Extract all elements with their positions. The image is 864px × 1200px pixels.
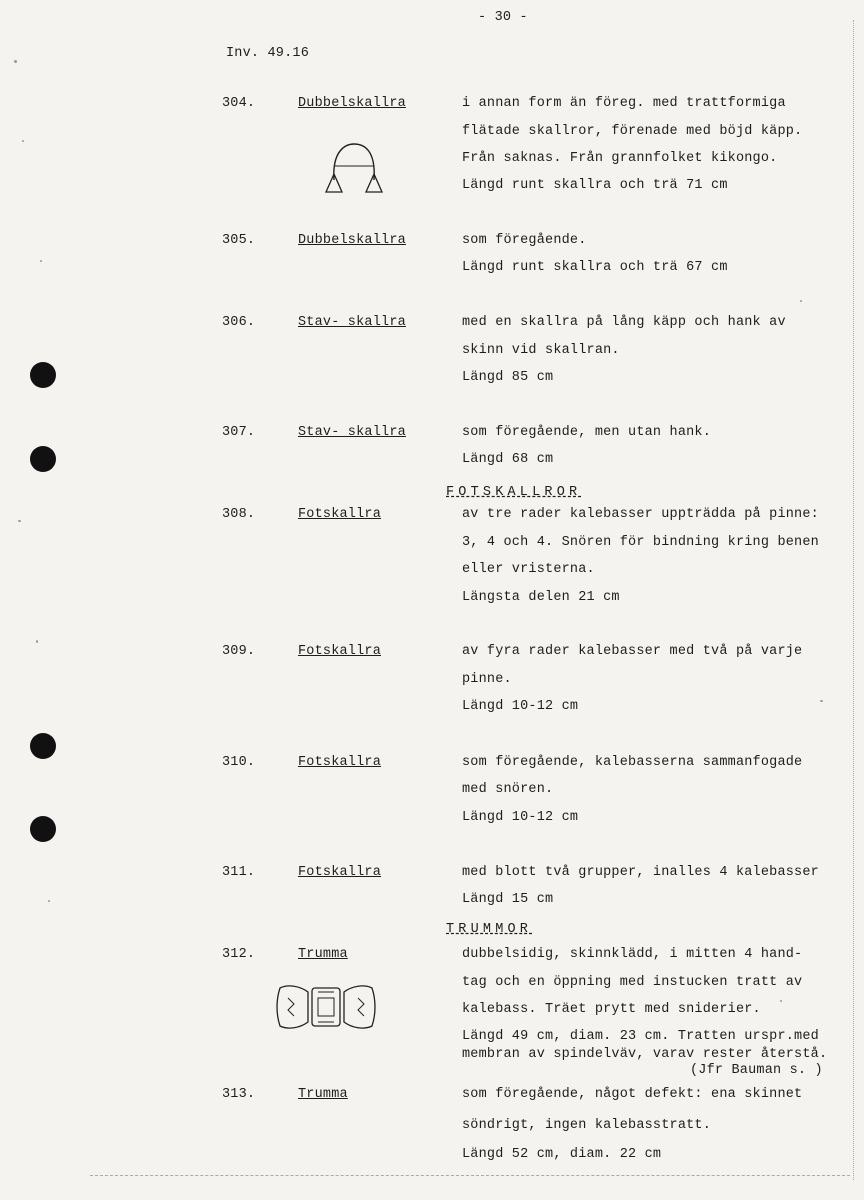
entry-line: i annan form än föreg. med trattformiga	[462, 96, 786, 111]
entry-line: med blott två grupper, inalles 4 kalebasser	[462, 865, 819, 880]
entry-number: 306.	[222, 315, 256, 330]
punch-hole	[30, 816, 56, 842]
entry-number: 313.	[222, 1087, 256, 1102]
scan-speck	[48, 900, 50, 902]
entry-line: Längd 10-12 cm	[462, 699, 579, 714]
scan-speck	[36, 640, 38, 643]
page-number: - 30 -	[478, 10, 528, 25]
entry-line: flätade skallror, förenade med böjd käpp.	[462, 124, 803, 139]
page-edge-bottom	[90, 1174, 850, 1176]
scan-speck	[780, 1000, 782, 1002]
entry-line: Längd 10-12 cm	[462, 810, 579, 825]
entry-number: 304.	[222, 96, 256, 111]
entry-number: 307.	[222, 425, 256, 440]
entry-line: eller vristerna.	[462, 562, 595, 577]
entry-line: med en skallra på lång käpp och hank av	[462, 315, 786, 330]
entry-line: som föregående, kalebasserna sammanfogade	[462, 755, 803, 770]
entry-line: (Jfr Bauman s. )	[690, 1063, 823, 1078]
entry-line: av fyra rader kalebasser med två på varje	[462, 644, 803, 659]
double-rattle-sketch	[318, 140, 390, 200]
entry-line: Längd 85 cm	[462, 370, 554, 385]
scan-speck	[14, 60, 17, 63]
entry-line: Längsta delen 21 cm	[462, 590, 620, 605]
entry-name: Stav- skallra	[298, 425, 406, 440]
entry-number: 309.	[222, 644, 256, 659]
entry-name: Dubbelskallra	[298, 233, 406, 248]
punch-hole	[30, 446, 56, 472]
entry-number: 311.	[222, 865, 256, 880]
entry-line: dubbelsidig, skinnklädd, i mitten 4 hand-	[462, 947, 803, 962]
entry-line: Längd 49 cm, diam. 23 cm. Tratten urspr.med	[462, 1029, 819, 1044]
entry-name: Trumma	[298, 1087, 348, 1102]
scan-speck	[18, 520, 21, 522]
entry-number: 312.	[222, 947, 256, 962]
entry-line: av tre rader kalebasser uppträdda på pinne:	[462, 507, 819, 522]
entry-name: Fotskallra	[298, 644, 382, 659]
entry-line: Längd 15 cm	[462, 892, 554, 907]
entry-line: Längd 68 cm	[462, 452, 554, 467]
entry-line: 3, 4 och 4. Snören för bindning kring benen	[462, 535, 819, 550]
entry-line: med snören.	[462, 782, 554, 797]
entry-line: Längd runt skallra och trä 67 cm	[462, 260, 728, 275]
entry-name: Stav- skallra	[298, 315, 406, 330]
entry-line: som föregående, något defekt: ena skinnet	[462, 1087, 803, 1102]
inventory-number: Inv. 49.16	[226, 46, 310, 61]
entry-name: Trumma	[298, 947, 348, 962]
entry-line: Från saknas. Från grannfolket kikongo.	[462, 151, 778, 166]
entry-name: Fotskallra	[298, 755, 382, 770]
scan-speck	[820, 700, 823, 702]
scan-speck	[40, 260, 42, 262]
punch-hole	[30, 362, 56, 388]
entry-line: Längd runt skallra och trä 71 cm	[462, 178, 728, 193]
entry-line: kalebass. Träet prytt med sniderier.	[462, 1002, 761, 1017]
entry-line: membran av spindelväv, varav rester återstå.	[462, 1047, 828, 1062]
entry-number: 310.	[222, 755, 256, 770]
page-edge-right	[851, 20, 854, 1180]
entry-line: söndrigt, ingen kalebasstratt.	[462, 1118, 712, 1133]
entry-name: Fotskallra	[298, 865, 382, 880]
entry-line: som föregående, men utan hank.	[462, 425, 712, 440]
entry-name: Dubbelskallra	[298, 96, 406, 111]
entry-line: tag och en öppning med instucken tratt av	[462, 975, 803, 990]
entry-number: 308.	[222, 507, 256, 522]
entry-line: skinn vid skallran.	[462, 343, 620, 358]
entry-number: 305.	[222, 233, 256, 248]
entry-line: som föregående.	[462, 233, 587, 248]
section-heading: TRUMMOR	[446, 922, 533, 937]
drum-sketch	[274, 982, 378, 1032]
entry-line: Längd 52 cm, diam. 22 cm	[462, 1147, 662, 1162]
entry-line: pinne.	[462, 672, 512, 687]
scan-speck	[22, 140, 24, 142]
section-heading: FOTSKALLROR	[446, 485, 582, 500]
scan-speck	[800, 300, 802, 302]
punch-hole	[30, 733, 56, 759]
entry-name: Fotskallra	[298, 507, 382, 522]
